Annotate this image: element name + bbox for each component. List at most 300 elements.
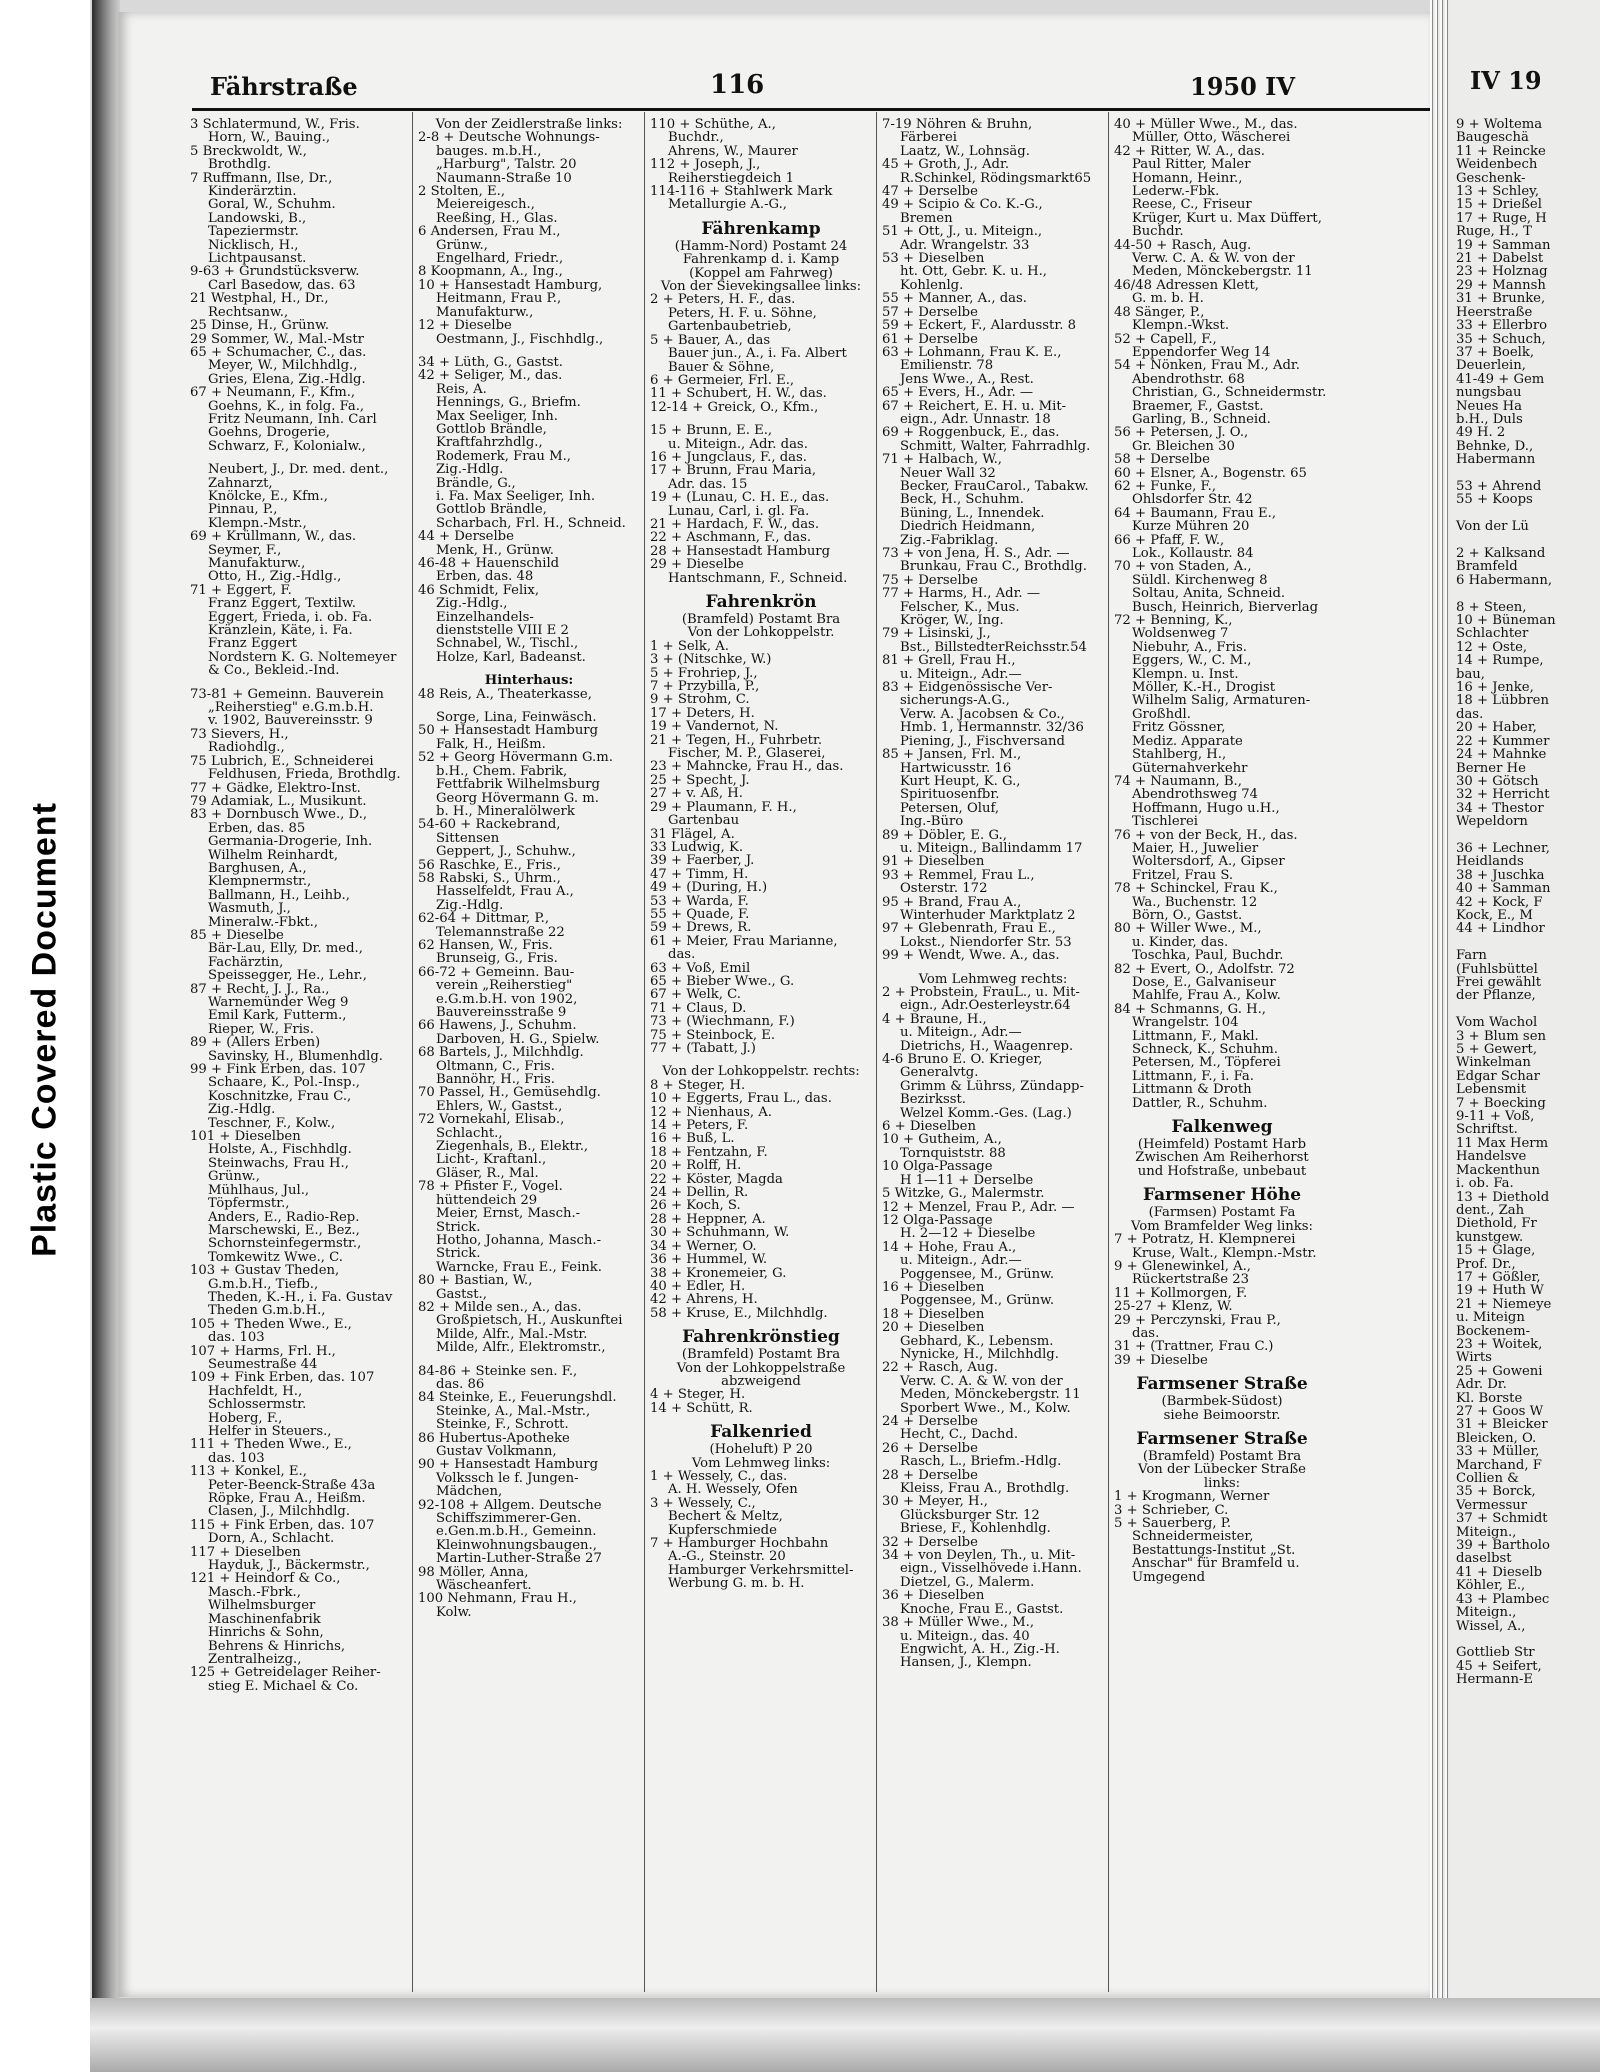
house-entry: 7 + Potratz, H. Klempnerei xyxy=(1114,1233,1296,1247)
resident-entry: Hinrichs & Sohn, xyxy=(208,1626,324,1640)
house-entry: 12 Olga-Passage xyxy=(882,1213,993,1228)
resident-entry: Lederw.-Fbk. xyxy=(1132,185,1220,199)
house-entry: 42 + Ritter, W. A., das. xyxy=(1114,144,1265,159)
resident-entry: Busch, Heinrich, Bierverlag xyxy=(1132,600,1319,615)
resident-entry: G.m.b.H., Tiefb., xyxy=(208,1277,319,1291)
house-entry: 69 + Krüllmann, W., das. xyxy=(190,530,357,544)
resident-entry: Ohlsdorfer Str. 42 xyxy=(1132,493,1253,507)
house-entry: 30 + Schuhmann, W. xyxy=(650,1226,790,1240)
resident-entry: Meyer, W., Milchhdlg., xyxy=(208,359,358,373)
house-entry: 38 + Müller Wwe., M., xyxy=(882,1616,1035,1630)
adjacent-entry: das. xyxy=(1456,706,1484,722)
adjacent-entry: 19 + Samman xyxy=(1456,237,1551,253)
adjacent-entry: Neues Ha xyxy=(1456,398,1522,414)
resident-entry: Laatz, W., Lohnsäg. xyxy=(900,144,1030,159)
house-entry: 81 + Grell, Frau H., xyxy=(882,654,1016,668)
house-entry: 4-6 Bruno E. O. Krieger, xyxy=(882,1053,1043,1067)
house-entry: 11 + Kollmorgen, F. xyxy=(1114,1286,1248,1301)
resident-entry: Darboven, H. G., Spielw. xyxy=(436,1032,600,1047)
house-entry: 101 + Dieselben xyxy=(190,1130,301,1144)
page-header xyxy=(90,12,1295,112)
resident-entry: Bauvereinsstraße 9 xyxy=(436,1006,567,1020)
adjacent-entry: Habermann xyxy=(1456,452,1536,468)
section-note: (Hoheluft) P 20 xyxy=(709,1443,813,1457)
house-entry: 6 + Germeier, Frl. E., xyxy=(650,373,795,388)
house-entry: 100 Nehmann, Frau H., xyxy=(418,1592,577,1606)
adjacent-entry: Winkelman xyxy=(1456,1055,1531,1071)
adjacent-entry: 6 Habermann, xyxy=(1456,572,1553,588)
resident-entry: Paul Ritter, Maler xyxy=(1132,158,1251,172)
house-entry: 3 Schlatermund, W., Fris. xyxy=(190,118,360,132)
spacer xyxy=(190,453,408,463)
resident-entry: Anders, E., Radio-Rep. xyxy=(208,1210,360,1224)
resident-entry: Schlossermstr. xyxy=(208,1398,307,1412)
house-entry: 63 + Lohmann, Frau K. E., xyxy=(882,345,1062,360)
resident-entry: i. Fa. Max Seeliger, Inh. xyxy=(436,489,596,504)
resident-entry: Generalvtg. xyxy=(900,1066,979,1080)
column-divider xyxy=(412,112,413,1992)
resident-entry: Beck, H., Schuhm. xyxy=(900,493,1024,507)
resident-entry: Clasen, J., Milchhdlg. xyxy=(208,1505,351,1519)
resident-entry: Piening, J., Fischversand xyxy=(900,734,1065,749)
resident-entry: eign., Adr. Unnastr. 18 xyxy=(900,412,1051,427)
house-entry: 73-81 + Gemeinn. Bauverein xyxy=(190,687,384,702)
directory-column-2 xyxy=(418,118,640,1619)
house-entry: 73 + von Jena, H. S., Adr. — xyxy=(882,547,1070,561)
resident-entry: Hoberg, F., xyxy=(208,1411,283,1425)
section-note: Von der Lohkoppelstraße xyxy=(676,1361,846,1375)
resident-entry: Verw. A. Jacobsen & Co., xyxy=(900,707,1065,722)
section-note: Fahrenkamp d. i. Kamp xyxy=(682,253,840,267)
resident-entry: Zig.-Hdlg. xyxy=(208,1103,276,1117)
house-entry: 31 Flägel, A. xyxy=(650,827,735,841)
house-entry: 42 + Ahrens, H. xyxy=(650,1293,758,1307)
adjacent-entry: Berner He xyxy=(1456,760,1526,776)
resident-entry: Gottlob Brändle, xyxy=(436,503,547,517)
adjacent-entry: i. ob. Fa. xyxy=(1456,1176,1514,1192)
adjacent-entry: 53 + Ahrend xyxy=(1456,478,1542,494)
house-entry: 33 Ludwig, K. xyxy=(650,840,744,855)
resident-entry: Martin-Luther-Straße 27 xyxy=(436,1552,602,1566)
resident-entry: Steinwachs, Frau H., xyxy=(208,1156,349,1171)
resident-entry: „Harburg", Talstr. 20 xyxy=(436,158,577,172)
resident-entry: Mahlfe, Frau A., Kolw. xyxy=(1132,989,1281,1003)
spacer xyxy=(418,1355,640,1365)
resident-entry: Volkssch le f. Jungen- xyxy=(436,1471,579,1486)
adjacent-entry xyxy=(1456,1003,1556,1016)
resident-entry: Bannöhr, H., Fris. xyxy=(436,1073,555,1087)
resident-entry: Ahrens, W., Maurer xyxy=(668,144,798,159)
resident-entry: Seymer, F., xyxy=(208,543,282,557)
adjacent-entry: Hermann-E xyxy=(1456,1672,1534,1688)
house-entry: 80 + Bastian, W., xyxy=(418,1274,533,1288)
house-entry: 28 + Hansestadt Hamburg xyxy=(650,544,831,559)
house-entry: 53 + Warda, F. xyxy=(650,894,749,908)
adjacent-entry xyxy=(1456,936,1556,949)
resident-entry: Hotho, Johanna, Masch.- xyxy=(436,1233,602,1248)
house-entry: 27 + v. Aß, H. xyxy=(650,787,743,801)
adjacent-entry: Von der Lü xyxy=(1456,519,1529,535)
resident-entry: Verw. C. A. & W. von der xyxy=(1132,252,1295,266)
adjacent-entry: 39 + Bartholo xyxy=(1456,1538,1550,1554)
house-entry: 3 + (Nitschke, W.) xyxy=(650,653,772,667)
adjacent-entry xyxy=(1456,467,1556,480)
house-entry: 99 + Wendt, Wwe. A., das. xyxy=(882,949,1060,963)
resident-entry: Ziegenhals, B., Elektr., xyxy=(436,1140,589,1154)
resident-entry: Kleiss, Frau A., Brothdlg. xyxy=(900,1482,1070,1496)
resident-entry: u. Miteign., Adr.— xyxy=(900,1254,1022,1268)
resident-entry: Savinsky, H., Blumenhdlg. xyxy=(208,1049,383,1064)
resident-entry: Hamburger Verkehrsmittel- xyxy=(668,1563,854,1578)
adjacent-page-header: IV 19 xyxy=(1470,66,1542,95)
adjacent-entry: 24 + Mahnke xyxy=(1456,747,1547,763)
house-entry: 78 + Schinckel, Frau K., xyxy=(1114,882,1278,896)
house-entry: 58 + Derselbe xyxy=(1114,453,1210,467)
adjacent-entry: 12 + Oste, xyxy=(1456,639,1528,655)
resident-entry: das. xyxy=(1132,1326,1160,1341)
house-entry: 49 + Scipio & Co. K.-G., xyxy=(882,198,1043,212)
resident-entry: Welzel Komm.-Ges. (Lag.) xyxy=(900,1106,1072,1121)
resident-entry: u. Miteign., das. 40 xyxy=(900,1629,1030,1643)
house-entry: 25 + Specht, J. xyxy=(650,773,750,788)
house-entry: 22 + Rasch, Aug. xyxy=(882,1361,998,1375)
house-entry: 8 Koopmann, A., Ing., xyxy=(418,265,563,279)
house-entry: 97 + Glebenrath, Frau E., xyxy=(882,922,1056,936)
resident-entry: Kolw. xyxy=(436,1605,472,1620)
resident-entry: Manufakturw., xyxy=(436,305,534,320)
house-entry: 34 + von Deylen, Th., u. Mit- xyxy=(882,1549,1076,1563)
resident-entry: Bechert & Meltz, xyxy=(668,1510,783,1524)
section-note: Von der Zeidlerstraße links: xyxy=(435,118,623,132)
resident-entry: dienststelle VIII E 2 xyxy=(436,624,569,638)
house-entry: 9 + Glenewinkel, A., xyxy=(1114,1259,1251,1274)
house-entry: 48 Sänger, P., xyxy=(1114,305,1205,320)
house-entry: 76 + von der Beck, H., das. xyxy=(1114,828,1298,842)
section-note: Zwischen Am Reiherhorst xyxy=(1135,1151,1309,1165)
house-entry: 71 + Claus, D. xyxy=(650,1001,747,1016)
resident-entry: Bremen xyxy=(900,211,953,226)
resident-entry: Mediz. Apparate xyxy=(1132,734,1243,749)
resident-entry: e.G.m.b.H. von 1902, xyxy=(436,992,578,1006)
resident-entry: Tapeziermstr. xyxy=(208,225,299,239)
house-entry: 75 + Steinbock, E. xyxy=(650,1028,776,1042)
house-entry: 66 + Pfaff, F. W., xyxy=(1114,533,1225,547)
house-entry: 51 + Ott, J., u. Miteign., xyxy=(882,225,1043,239)
resident-entry: Knölcke, E., Kfm., xyxy=(208,489,328,504)
resident-entry: das. 103 xyxy=(208,1451,265,1466)
adjacent-entry: Collien & xyxy=(1456,1471,1519,1487)
adjacent-entry: Diethold, Fr xyxy=(1456,1216,1537,1232)
house-entry: 17 + Deters, H. xyxy=(650,706,755,721)
resident-entry: Großpietsch, H., Auskunftei xyxy=(436,1314,623,1328)
adjacent-entry: 43 + Plambec xyxy=(1456,1591,1550,1607)
resident-entry: Zig.-Hdlg. xyxy=(436,463,504,477)
house-entry: 36 + Dieselben xyxy=(882,1589,985,1603)
house-entry: 85 + Dieselbe xyxy=(190,928,284,943)
resident-entry: Lunau, Carl, i. gl. Fa. xyxy=(668,504,810,518)
resident-entry: Tischlerei xyxy=(1132,815,1199,829)
house-entry: 21 Westphal, H., Dr., xyxy=(190,292,329,306)
house-entry: 47 + Derselbe xyxy=(882,185,978,199)
section-note: (Hamm-Nord) Postamt 24 xyxy=(674,239,848,254)
resident-entry: Knoche, Frau E., Gastst. xyxy=(900,1602,1064,1617)
adjacent-entry: Frei gewählt xyxy=(1456,975,1542,990)
adjacent-entry: b.H., Duls xyxy=(1456,411,1523,427)
house-entry: 92-108 + Allgem. Deutsche xyxy=(418,1498,602,1513)
resident-entry: Grimm & Lührss, Zündapp- xyxy=(900,1079,1084,1094)
adjacent-entry: 21 + Dabelst xyxy=(1456,251,1544,267)
house-entry: 4 + Braune, H., xyxy=(882,1012,987,1027)
resident-entry: Georg Hövermann G. m. xyxy=(436,791,599,805)
adjacent-entry: 25 + Goweni xyxy=(1456,1363,1543,1379)
house-entry: 86 Hubertus-Apotheke xyxy=(418,1431,570,1445)
adjacent-entry: Gottlieb Str xyxy=(1456,1645,1535,1661)
house-entry: 29 Sommer, W., Mal.-Mstr xyxy=(190,332,364,346)
house-entry: 29 + Plaumann, F. H., xyxy=(650,800,797,815)
house-entry: 5 + Sauerberg, P. xyxy=(1114,1517,1232,1531)
street-heading: Fahrenkrönstieg xyxy=(682,1327,840,1348)
house-entry: 32 + Derselbe xyxy=(882,1535,978,1550)
adjacent-entry: 44 + Lindhor xyxy=(1456,921,1545,937)
adjacent-entry: 45 + Seifert, xyxy=(1456,1658,1542,1674)
resident-entry: b. H., Mineralölwerk xyxy=(436,804,575,819)
adjacent-entry: Schriftst. xyxy=(1456,1122,1518,1138)
section-note: und Hofstraße, unbebaut xyxy=(1137,1164,1307,1179)
resident-entry: Nynicke, H., Milchhdlg. xyxy=(900,1347,1059,1362)
resident-entry: Schwarz, F., Kolonialw., xyxy=(208,439,366,454)
section-note: (Barmbek-Südost) xyxy=(1161,1395,1283,1409)
section-note: Von der Lübecker Straße xyxy=(1138,1463,1306,1477)
resident-entry: Bauer jun., A., i. Fa. Albert xyxy=(668,347,847,361)
house-entry: 99 + Fink Erben, das. 107 xyxy=(190,1063,366,1077)
spacer xyxy=(190,678,408,688)
house-entry: 72 Vornekahl, Elisab., xyxy=(418,1113,565,1127)
house-entry: 7-19 Nöhren & Bruhn, xyxy=(882,118,1033,132)
resident-entry: Poggensee, M., Grünw. xyxy=(900,1294,1055,1308)
resident-entry: Abendrothstr. 68 xyxy=(1132,372,1245,387)
adjacent-entry: Behnke, D., xyxy=(1456,438,1534,454)
house-entry: 65 + Bieber Wwe., G. xyxy=(650,974,795,989)
resident-entry: Fettfabrik Wilhelmsburg xyxy=(436,778,600,792)
resident-entry: Klempn.-Wkst. xyxy=(1132,319,1230,333)
resident-entry: Zig.-Fabriklag. xyxy=(900,533,999,547)
house-entry: 75 + Derselbe xyxy=(882,573,978,588)
resident-entry: Felscher, K., Mus. xyxy=(900,600,1020,615)
resident-entry: Röpke, Frau A., Heißm. xyxy=(208,1492,366,1506)
house-entry: 105 + Theden Wwe., E., xyxy=(190,1317,352,1332)
resident-entry: „Reiherstieg" e.G.m.b.H. xyxy=(208,701,374,715)
resident-entry: Hecht, C., Dachd. xyxy=(900,1428,1019,1442)
resident-entry: Licht-, Kraftanl., xyxy=(436,1153,547,1167)
house-entry: 26 + Derselbe xyxy=(882,1441,978,1456)
house-entry: 67 + Neumann, F., Kfm., xyxy=(190,386,356,400)
adjacent-entry: 30 + Götsch xyxy=(1456,773,1539,789)
resident-entry: Pinnau, P., xyxy=(208,503,278,517)
adjacent-entry: Vom Wachol xyxy=(1456,1015,1538,1031)
resident-entry: Becker, FrauCarol., Tabakw. xyxy=(900,479,1089,494)
resident-entry: sicherungs-A.G., xyxy=(900,694,1010,708)
adjacent-entry: 5 + Gewert, xyxy=(1456,1042,1538,1058)
house-entry: 55 + Quade, F. xyxy=(650,907,750,922)
adjacent-entry: 20 + Haber, xyxy=(1456,720,1537,736)
resident-entry: Sorge, Lina, Feinwäsch. xyxy=(436,711,597,725)
resident-entry: Goehns, K., in folg. Fa., xyxy=(208,399,365,413)
adjacent-entry: 33 + Ellerbro xyxy=(1456,318,1548,334)
resident-entry: Hasselfeldt, Frau A., xyxy=(436,885,574,899)
house-entry: 66 Hawens, J., Schuhm. xyxy=(418,1019,577,1033)
adjacent-page-column xyxy=(1450,118,1556,1687)
house-entry: 28 + Heppner, A. xyxy=(650,1212,766,1227)
resident-entry: Theden, K.-H., i. Fa. Gustav xyxy=(208,1290,393,1305)
resident-entry: A. H. Wessely, Ofen xyxy=(668,1483,798,1497)
house-entry: 10 + Gutheim, A., xyxy=(882,1133,1002,1147)
resident-entry: Peters, H. F. u. Söhne, xyxy=(668,306,817,321)
house-entry: 47 + Timm, H. xyxy=(650,867,749,882)
resident-entry: Mädchen, xyxy=(436,1485,503,1499)
house-entry: 77 + Harms, H., Adr. — xyxy=(882,587,1041,601)
section-note: Hinterhaus: xyxy=(484,674,574,688)
section-note: Von der Sievekingsallee links: xyxy=(660,280,862,294)
resident-entry: Rasch, L., Briefm.-Hdlg. xyxy=(900,1455,1062,1469)
adjacent-entry: 16 + Jenke, xyxy=(1456,680,1534,696)
house-entry: 89 + Döbler, E. G., xyxy=(882,828,1007,842)
house-entry: 66-72 + Gemeinn. Bau- xyxy=(418,965,575,980)
resident-entry: Falk, H., Heißm. xyxy=(436,737,546,752)
house-entry: 60 + Elsner, A., Bogenstr. 65 xyxy=(1114,466,1307,480)
resident-entry: Möller, K.-H., Drogist xyxy=(1132,681,1276,695)
resident-entry: Adr. das. 15 xyxy=(668,477,748,492)
resident-entry: e.Gen.m.b.H., Gemeinn. xyxy=(436,1525,597,1539)
adjacent-entry: dent., Zah xyxy=(1456,1202,1525,1218)
resident-entry: Bär-Lau, Elly, Dr. med., xyxy=(208,942,363,956)
house-entry: 30 + Meyer, H., xyxy=(882,1495,988,1509)
adjacent-entry: Köhler, E., xyxy=(1456,1578,1526,1594)
adjacent-entry: daselbst xyxy=(1456,1551,1512,1567)
resident-entry: Schornsteinfegermstr., xyxy=(208,1237,362,1251)
adjacent-entry: 9 + Woltema xyxy=(1456,117,1543,132)
resident-entry: Hantschmann, F., Schneid. xyxy=(668,571,848,585)
resident-entry: Buchdr., xyxy=(668,131,724,145)
resident-entry: Rodemerk, Frau M., xyxy=(436,449,571,464)
resident-entry: H. 2—12 + Dieselbe xyxy=(900,1227,1036,1241)
resident-entry: Dattler, R., Schuhm. xyxy=(1132,1096,1268,1111)
adjacent-entry: Vermessur xyxy=(1456,1497,1528,1513)
resident-entry: & Co., Bekleid.-Ind. xyxy=(208,664,340,678)
resident-entry: Heitmann, Frau P., xyxy=(436,292,562,306)
resident-entry: Schneck, K., Schuhm. xyxy=(1132,1043,1278,1057)
adjacent-entry: 17 + Ruge, H xyxy=(1456,210,1547,226)
house-entry: 73 + (Wiechmann, F.) xyxy=(650,1015,795,1029)
resident-entry: Germania-Drogerie, Inh. xyxy=(208,835,373,849)
resident-entry: Manufakturw., xyxy=(208,557,306,571)
house-entry: 19 + Vandernot, N. xyxy=(650,720,779,734)
resident-entry: Telemannstraße 22 xyxy=(436,925,565,939)
street-heading: Fahrenkrön xyxy=(705,592,817,612)
adjacent-entry: Adr. Dr. xyxy=(1456,1377,1507,1393)
resident-entry: Klempn. u. Inst. xyxy=(1132,667,1239,682)
adjacent-entry: 31 + Brunke, xyxy=(1456,291,1546,307)
house-entry: 52 + Capell, F., xyxy=(1114,332,1217,346)
resident-entry: Wilhelmsburger xyxy=(208,1599,316,1613)
directory-column-4 xyxy=(882,118,1104,1670)
resident-entry: Braemer, F., Gastst. xyxy=(1132,399,1264,413)
resident-entry: Brothdlg. xyxy=(208,158,272,172)
resident-entry: Warnemünder Weg 9 xyxy=(208,996,349,1010)
running-head-year: 1950 IV xyxy=(1190,72,1295,101)
house-entry: 14 + Schütt, R. xyxy=(650,1401,753,1416)
adjacent-entry: 10 + Büneman xyxy=(1456,613,1556,629)
adjacent-entry: 40 + Samman xyxy=(1456,881,1551,897)
spacer xyxy=(418,664,640,674)
adjacent-entry: 15 + Drießel xyxy=(1456,197,1542,213)
house-entry: 107 + Harms, Frl. H., xyxy=(190,1344,336,1358)
adjacent-entry: 7 + Boecking xyxy=(1456,1095,1546,1111)
resident-entry: Feldhusen, Frieda, Brothdlg. xyxy=(208,768,401,782)
resident-entry: Maschinenfabrik xyxy=(208,1612,321,1627)
resident-entry: Woltersdorf, A., Gipser xyxy=(1132,855,1285,869)
resident-entry: Wilhelm Reinhardt, xyxy=(208,848,339,862)
resident-entry: Gläser, R., Mal. xyxy=(436,1166,539,1181)
resident-entry: Petersen, M., Töpferei xyxy=(1132,1056,1281,1070)
house-entry: 83 + Dornbusch Wwe., D., xyxy=(190,808,368,822)
house-entry: 28 + Derselbe xyxy=(882,1468,978,1483)
resident-entry: Neubert, J., Dr. med. dent., xyxy=(208,463,389,477)
adjacent-entry: 55 + Koops xyxy=(1456,492,1533,508)
adjacent-entry: Geschenk- xyxy=(1456,170,1526,186)
resident-entry: Fischer, M. P., Glaserei, xyxy=(668,747,826,761)
house-entry: 7 + Hamburger Hochbahn xyxy=(650,1537,829,1551)
resident-entry: Wa., Buchenstr. 12 xyxy=(1132,895,1258,909)
house-entry: 12 + Nienhaus, A. xyxy=(650,1105,772,1120)
section-note: siehe Beimoorstr. xyxy=(1163,1408,1281,1422)
resident-entry: Engelhard, Friedr., xyxy=(436,252,564,266)
resident-entry: Diedrich Heidmann, xyxy=(900,520,1036,534)
adjacent-entry xyxy=(1456,587,1556,600)
street-heading: Falkenweg xyxy=(1171,1117,1273,1138)
resident-entry: Eppendorfer Weg 14 xyxy=(1132,345,1271,360)
spacer xyxy=(418,346,640,356)
resident-entry: Holze, Karl, Badeanst. xyxy=(436,650,586,665)
resident-entry: Osterstr. 172 xyxy=(900,882,988,896)
resident-entry: Gustav Volkmann, xyxy=(436,1445,557,1459)
house-entry: 44 + Derselbe xyxy=(418,530,514,544)
section-note: (Bramfeld) Postamt Bra xyxy=(681,613,841,627)
column-divider xyxy=(1108,112,1109,1992)
resident-entry: Hachfeldt, H., xyxy=(208,1384,303,1399)
house-entry: 5 + Frohriep, J., xyxy=(650,666,758,681)
resident-entry: Metallurgie A.-G., xyxy=(668,198,787,212)
house-entry: 49 + (During, H.) xyxy=(650,881,768,895)
house-entry: 84 Steinke, E., Feuerungshdl. xyxy=(418,1391,617,1405)
house-entry: 77 + Gädke, Elektro-Inst. xyxy=(190,781,361,795)
house-entry: 4 + Steger, H. xyxy=(650,1388,746,1402)
adjacent-entry: 23 + Woitek, xyxy=(1456,1336,1543,1352)
resident-entry: Süldl. Kirchenweg 8 xyxy=(1132,573,1268,588)
resident-entry: Radiohdlg., xyxy=(208,741,285,755)
house-entry: 67 + Welk, C. xyxy=(650,988,741,1002)
house-entry: 112 + Joseph, J., xyxy=(650,158,761,172)
resident-entry: Behrens & Hinrichs, xyxy=(208,1639,346,1653)
adjacent-entry: 11 + Reincke xyxy=(1456,143,1546,159)
adjacent-entry: nungsbau xyxy=(1456,385,1522,401)
resident-entry: Schnabel, W., Tischl., xyxy=(436,637,579,651)
house-entry: 44-50 + Rasch, Aug. xyxy=(1114,238,1252,253)
house-entry: 55 + Manner, A., das. xyxy=(882,292,1027,306)
house-entry: 22 + Aschmann, F., das. xyxy=(650,531,812,545)
house-entry: 62 + Funke, F., xyxy=(1114,479,1217,494)
adjacent-entry: Handelsve xyxy=(1456,1149,1527,1165)
resident-entry: Wilhelm Salig, Armaturen- xyxy=(1132,694,1311,708)
